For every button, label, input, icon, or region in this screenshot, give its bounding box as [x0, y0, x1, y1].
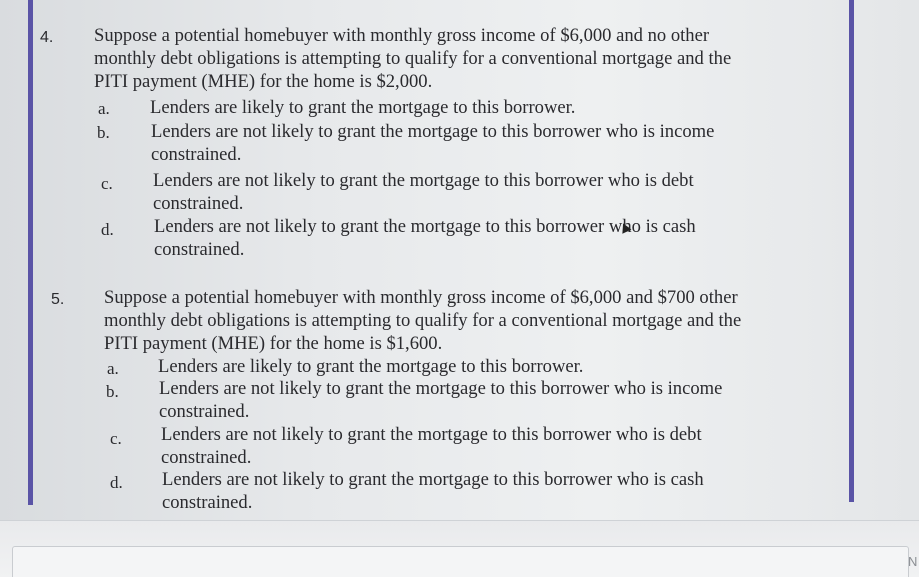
- option-line: Lenders are not likely to grant the mortgage to this borrower who is debt: [153, 170, 694, 191]
- option-letter: c.: [110, 429, 122, 448]
- option-line: constrained.: [162, 492, 253, 513]
- option-d-text: [154, 215, 696, 261]
- option-line: constrained.: [161, 447, 252, 468]
- stem-line: monthly debt obligations is attempting to qualify for a conventional mortgage and the: [104, 310, 742, 331]
- option-letter: a.: [107, 359, 119, 378]
- option-b-text: [159, 377, 722, 423]
- option-line: constrained.: [153, 193, 244, 214]
- option-letter: b.: [97, 123, 110, 142]
- question-stem: [94, 24, 731, 93]
- option-letter: b.: [106, 382, 119, 401]
- option-c-text: [161, 423, 702, 469]
- question-number: 4.: [40, 29, 54, 46]
- option-line: Lenders are not likely to grant the mortgage to this borrower who is cash: [162, 469, 704, 490]
- option-line: Lenders are likely to grant the mortgage to this borrower.: [158, 356, 584, 377]
- stem-line: Suppose a potential homebuyer with monthly gross income of $6,000 and $700 other: [104, 287, 738, 308]
- option-line: constrained.: [159, 401, 250, 422]
- stem-line: PITI payment (MHE) for the home is $2,000.: [94, 71, 433, 92]
- option-a-text: [150, 96, 575, 119]
- corner-glyph: N: [908, 554, 918, 569]
- bottom-panel: [12, 546, 909, 577]
- option-letter: a.: [98, 99, 110, 118]
- stem-line: Suppose a potential homebuyer with monthly gross income of $6,000 and no other: [94, 25, 710, 46]
- stem-line: monthly debt obligations is attempting to qualify for a conventional mortgage and the: [94, 48, 732, 69]
- option-c-text: [153, 169, 694, 215]
- question-stem: [104, 286, 741, 355]
- option-line: constrained.: [151, 144, 242, 165]
- stem-line: PITI payment (MHE) for the home is $1,600.: [104, 333, 443, 354]
- right-margin-bar: [849, 0, 854, 502]
- option-d-text: [162, 468, 704, 514]
- option-line: Lenders are likely to grant the mortgage to this borrower.: [150, 97, 576, 118]
- option-line: constrained.: [154, 239, 245, 260]
- option-b-text: [151, 120, 714, 166]
- option-letter: d.: [101, 220, 114, 239]
- option-letter: d.: [110, 473, 123, 492]
- option-line: Lenders are not likely to grant the mortgage to this borrower who is income: [151, 121, 715, 142]
- option-line: Lenders are not likely to grant the mortgage to this borrower who is cash: [154, 216, 696, 237]
- option-line: Lenders are not likely to grant the mortgage to this borrower who is debt: [161, 424, 702, 445]
- option-a-text: [158, 355, 583, 378]
- left-margin-bar: [28, 0, 33, 505]
- question-number: 5.: [51, 291, 65, 308]
- option-letter: c.: [101, 174, 113, 193]
- option-line: Lenders are not likely to grant the mortgage to this borrower who is income: [159, 378, 723, 399]
